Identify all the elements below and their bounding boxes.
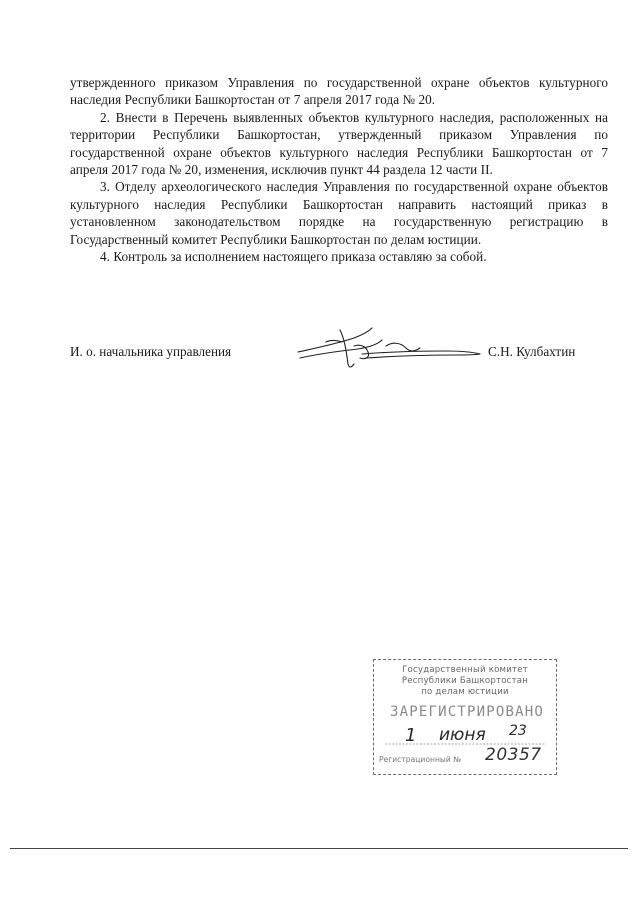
stamp-registered: ЗАРЕГИСТРИРОВАНО bbox=[389, 704, 545, 720]
registration-stamp bbox=[373, 659, 557, 775]
paragraph-item-4: 4. Контроль за исполнением настоящего приказа оставляю за собой. bbox=[100, 249, 487, 265]
stamp-date bbox=[385, 723, 545, 747]
stamp-date-day: 1 bbox=[405, 725, 417, 746]
stamp-org-line-1: Государственный комитет bbox=[402, 665, 528, 675]
footer-divider bbox=[10, 848, 628, 849]
signature-row bbox=[70, 344, 610, 364]
paragraph-item-3: 3. Отделу археологического наследия Управления по государственной охране объектов культурного наследия Республики Башкортостан направить настоящий приказ в установленном законодательством порядке на государственную регистрацию в Государственный комитет Республики Башкортостан по делам юстиции. bbox=[70, 179, 608, 247]
paragraph-continuation: утвержденного приказом Управления по государственной охране объектов культурного наследия Республики Башкортостан от 7 апреля 2017 года № 20. bbox=[70, 75, 608, 108]
paragraph-item-2: 2. Внести в Перечень выявленных объектов культурного наследия, расположенных на территории Республики Башкортостан, утвержденный приказом Управления по государственной охране объектов культурного наследия Республики Башкортостан от 7 апреля 2017 года № 20, изменения, исключив пункт 44 раздела 12 части II. bbox=[70, 109, 608, 178]
signer-name: С.Н. Кулбахтин bbox=[488, 344, 576, 359]
stamp-org-line-3: по делам юстиции bbox=[421, 687, 509, 697]
stamp-date-month: июня bbox=[439, 725, 486, 745]
stamp-number: 20357 bbox=[485, 745, 542, 765]
stamp-date-year: 23 bbox=[509, 723, 527, 739]
signer-position: И. о. начальника управления bbox=[70, 344, 232, 359]
stamp-org-line-2: Республики Башкортостан bbox=[401, 676, 529, 686]
document-body bbox=[70, 74, 608, 265]
stamp-number-label: Регистрационный № bbox=[379, 755, 462, 764]
